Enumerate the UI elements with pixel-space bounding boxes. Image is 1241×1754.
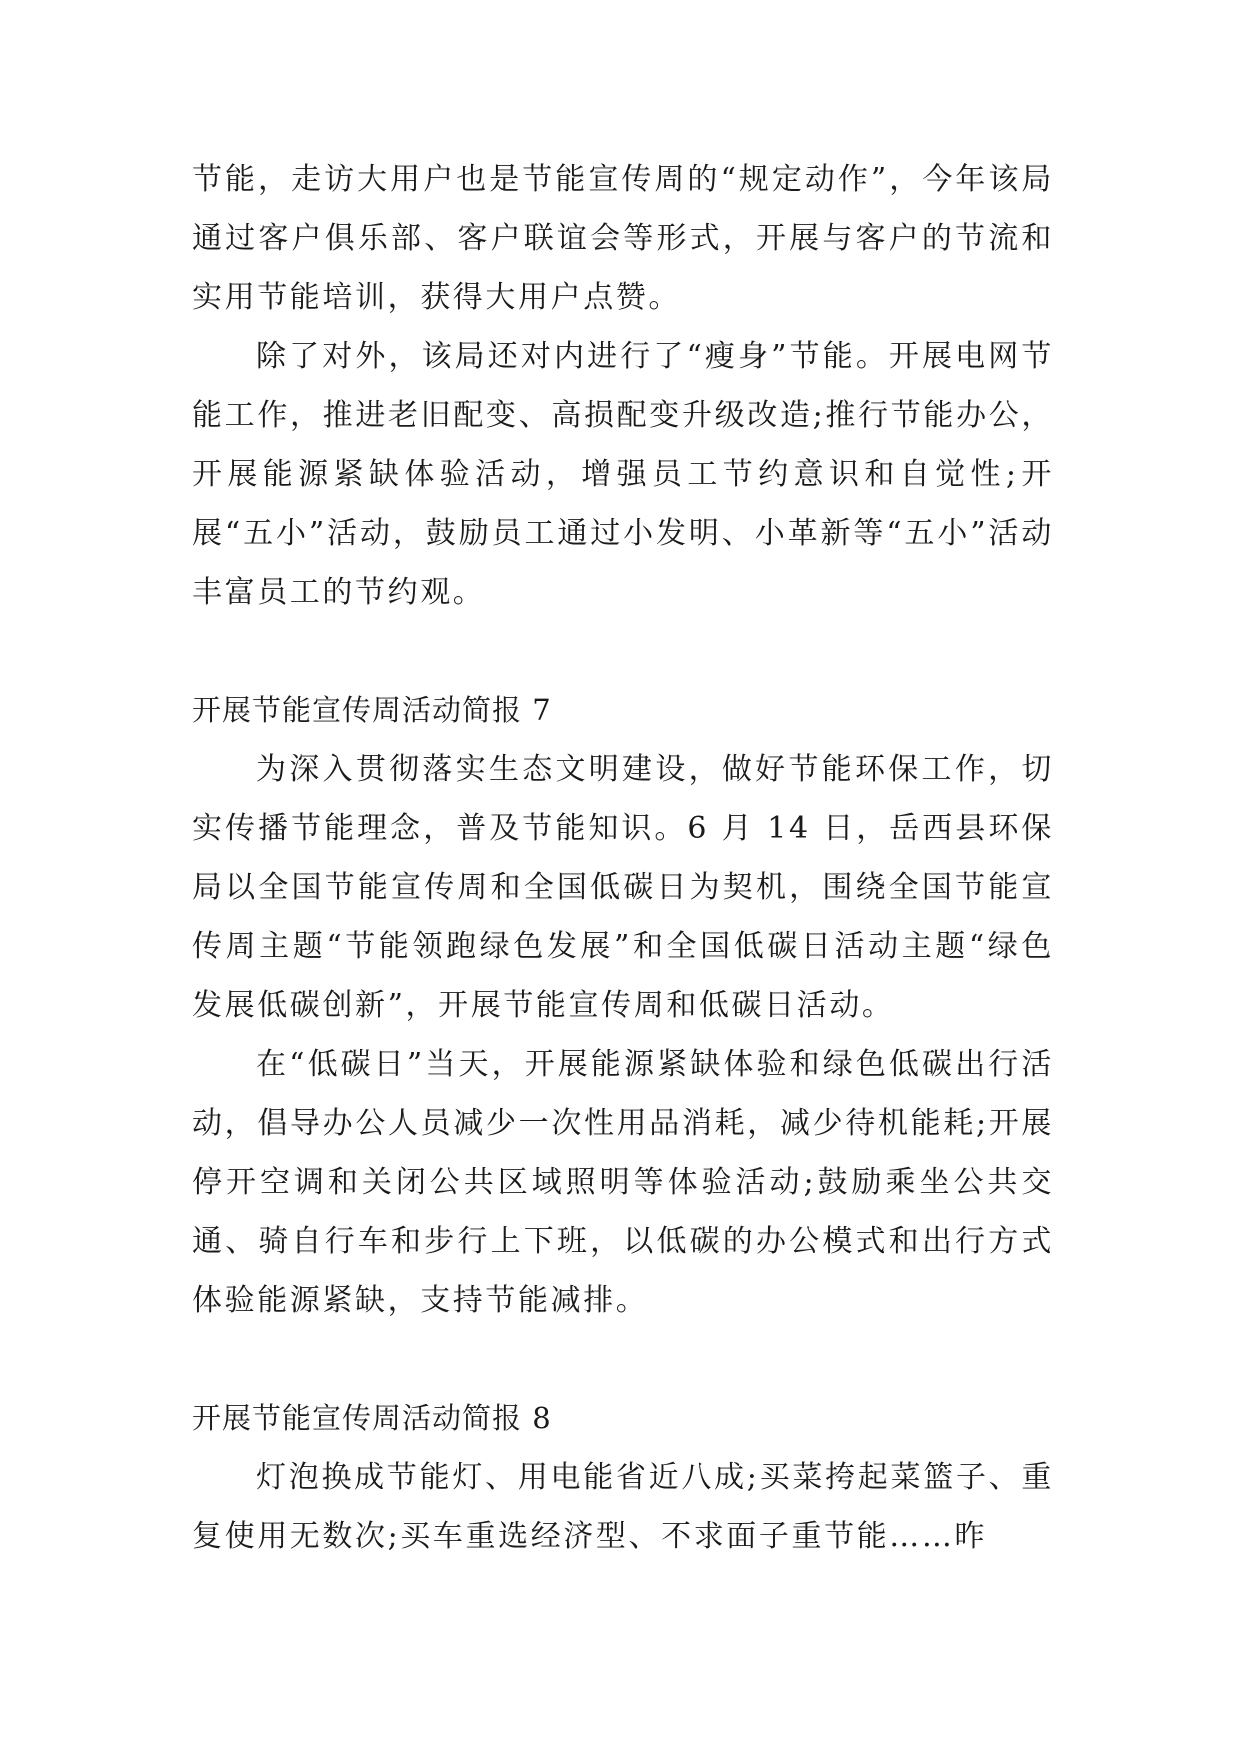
document-body [192,150,1054,1566]
paragraph-yuexi-ecology: 为深入贯彻落实生态文明建设，做好节能环保工作，切实传播节能理念，普及节能知识。6 月 14 日，岳西县环保局以全国节能宣传周和全国低碳日为契机，围绕全国节能宣传周主题“节能领跑绿色发展”和全国低碳日活动主题“绿色发展低碳创新”，开展节能宣传周和低碳日活动。 [192,752,1054,1023]
paragraph-low-carbon-day: 在“低碳日”当天，开展能源紧缺体验和绿色低碳出行活动，倡导办公人员减少一次性用品消耗，减少待机能耗;开展停开空调和关闭公共区域照明等体验活动;鼓励乘坐公共交通、骑自行车和步行上下班，以低碳的办公模式和出行方式体验能源紧缺，支持节能减排。 [192,1047,1054,1318]
section-heading-7: 开展节能宣传周活动简报 7 [192,693,552,727]
paragraph-internal-slimming: 除了对外，该局还对内进行了“瘦身”节能。开展电网节能工作，推进老旧配变、高损配变升级改造;推行节能办公，开展能源紧缺体验活动，增强员工节约意识和自觉性;开展“五小”活动，鼓励员工通过小发明、小革新等“五小”活动丰富员工的节约观。 [192,339,1054,610]
section-heading-8: 开展节能宣传周活动简报 8 [192,1401,552,1435]
paragraph-energy-saving-lamps: 灯泡换成节能灯、用电能省近八成;买菜挎起菜篮子、重复使用无数次;买车重选经济型、不求面子重节能……昨 [192,1460,1054,1554]
paragraph-energy-visits: 节能，走访大用户也是节能宣传周的“规定动作”，今年该局通过客户俱乐部、客户联谊会等形式，开展与客户的节流和实用节能培训，获得大用户点赞。 [192,162,1054,315]
